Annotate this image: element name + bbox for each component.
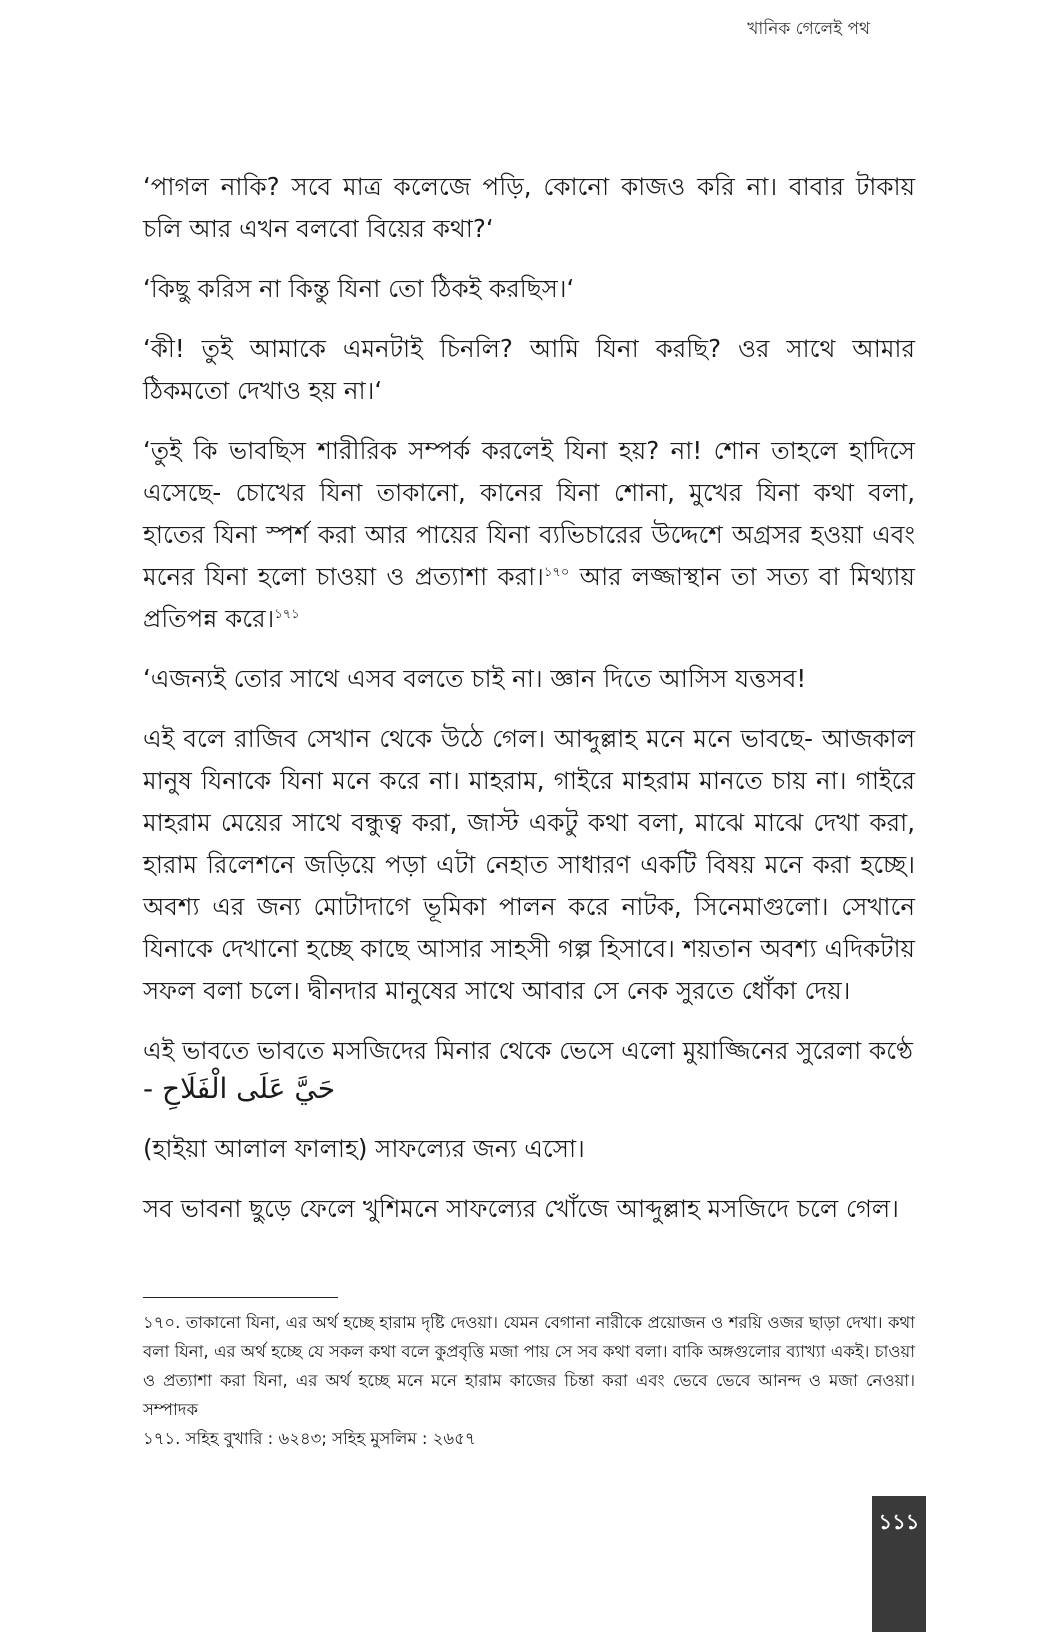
paragraph: ‘কী! তুই আমাকে এমনটাই চিনলি? আমি যিনা করছি? ওর সাথে আমার ঠিকমতো দেখাও হয় না।‘ [143,334,915,405]
paragraph: সব ভাবনা ছুড়ে ফেলে খুশিমনে সাফল্যের খোঁজে আব্দুল্লাহ মসজিদে চলে গেল। [143,1194,899,1223]
footnote: ১৭০. তাকানো যিনা, এর অর্থ হচ্ছে হারাম দৃষ্টি দেওয়া। যেমন বেগানা নারীকে প্রয়োজন ও শরয়ি ওজর ছাড়া দেখা। কথা বলা যিনা, এর অর্থ হচ্ছে যে সকল কথা বলে কুপ্রবৃত্তি মজা পায় সে সব কথা বলা। বাকি অঙ্গগুলোর ব্যাখ্যা একই। চাওয়া ও প্রত্যাশা করা যিনা, এর অর্থ হচ্ছে মনে মনে হারাম কাজের চিন্তা করা এবং ভেবে ভেবে আনন্দ ও মজা নেওয়া। সম্পাদক [143,1313,915,1419]
paragraph: ‘কিছু করিস না কিন্তু যিনা তো ঠিকই করছিস।‘ [143,274,575,303]
arabic-phrase: حَيَّ عَلَى الْفَلَاحِ - [143,1072,336,1105]
running-footer-title: খানিক গেলেই পথ [747,19,870,39]
main-text [143,166,915,1248]
page-number: ১১১ [878,1510,920,1534]
page-number-tab [872,1496,926,1632]
paragraph-with-footnotes [143,430,915,640]
paragraph-text: ‘তুই কি ভাবছিস শারীরিক সম্পর্ক করলেই যিনা হয়? না! শোন তাহলে হাদিসে এসেছে- চোখের যিনা তাকানো, কানের যিনা শোনা, মুখের যিনা কথা বলা, হাতের যিনা স্পর্শ করা আর পায়ের যিনা ব্যভিচারের উদ্দেশে অগ্রসর হওয়া এবং মনের যিনা হলো চাওয়া ও প্রত্যাশা করা। [143,436,915,591]
paragraph: ‘এজন্যই তোর সাথে এসব বলতে চাই না। জ্ঞান দিতে আসিস যত্তসব! [143,664,807,693]
paragraph-with-arabic [143,1030,915,1110]
paragraph: (হাইয়া আলাল ফালাহ) সাফল্যের জন্য এসো। [143,1134,585,1163]
paragraph-text: এই ভাবতে ভাবতে মসজিদের মিনার থেকে ভেসে এলো মুয়াজ্জিনের সুরেলা কণ্ঠে [143,1036,913,1065]
paragraph: এই বলে রাজিব সেখান থেকে উঠে গেল। আব্দুল্লাহ মনে মনে ভাবছে- আজকাল মানুষ যিনাকে যিনা মনে করে না। মাহরাম, গাইরে মাহরাম মানতে চায় না। গাইরে মাহরাম মেয়ের সাথে বন্ধুত্ব করা, জাস্ট একটু কথা বলা, মাঝে মাঝে দেখা করা, হারাম রিলেশনে জড়িয়ে পড়া এটা নেহাত সাধারণ একটি বিষয় মনে করা হচ্ছে। অবশ্য এর জন্য মোটাদাগে ভূমিকা পালন করে নাটক, সিনেমাগুলো। সেখানে যিনাকে দেখানো হচ্ছে কাছে আসার সাহসী গল্প হিসাবে। শয়তান অবশ্য এদিকটায় সফল বলা চলে। দ্বীনদার মানুষের সাথে আবার সে নেক সুরতে ধোঁকা দেয়। [143,724,915,1005]
paragraph: ‘পাগল নাকি? সবে মাত্র কলেজে পড়ি, কোনো কাজও করি না। বাবার টাকায় চলি আর এখন বলবো বিয়ের কথা?‘ [143,172,915,243]
footnote: ১৭১. সহিহ বুখারি : ৬২৪৩; সহিহ মুসলিম : ২৬৫৭ [143,1429,476,1448]
footnote-divider [143,1297,338,1298]
footnote-marker: ১৭১ [274,606,300,622]
paragraph-text: আর লজ্জাস্থান তা সত্য বা মিথ্যায় প্রতিপন্ন করে। [143,562,915,633]
footnote-marker: ১৭০ [543,564,570,580]
footnotes [143,1308,915,1453]
